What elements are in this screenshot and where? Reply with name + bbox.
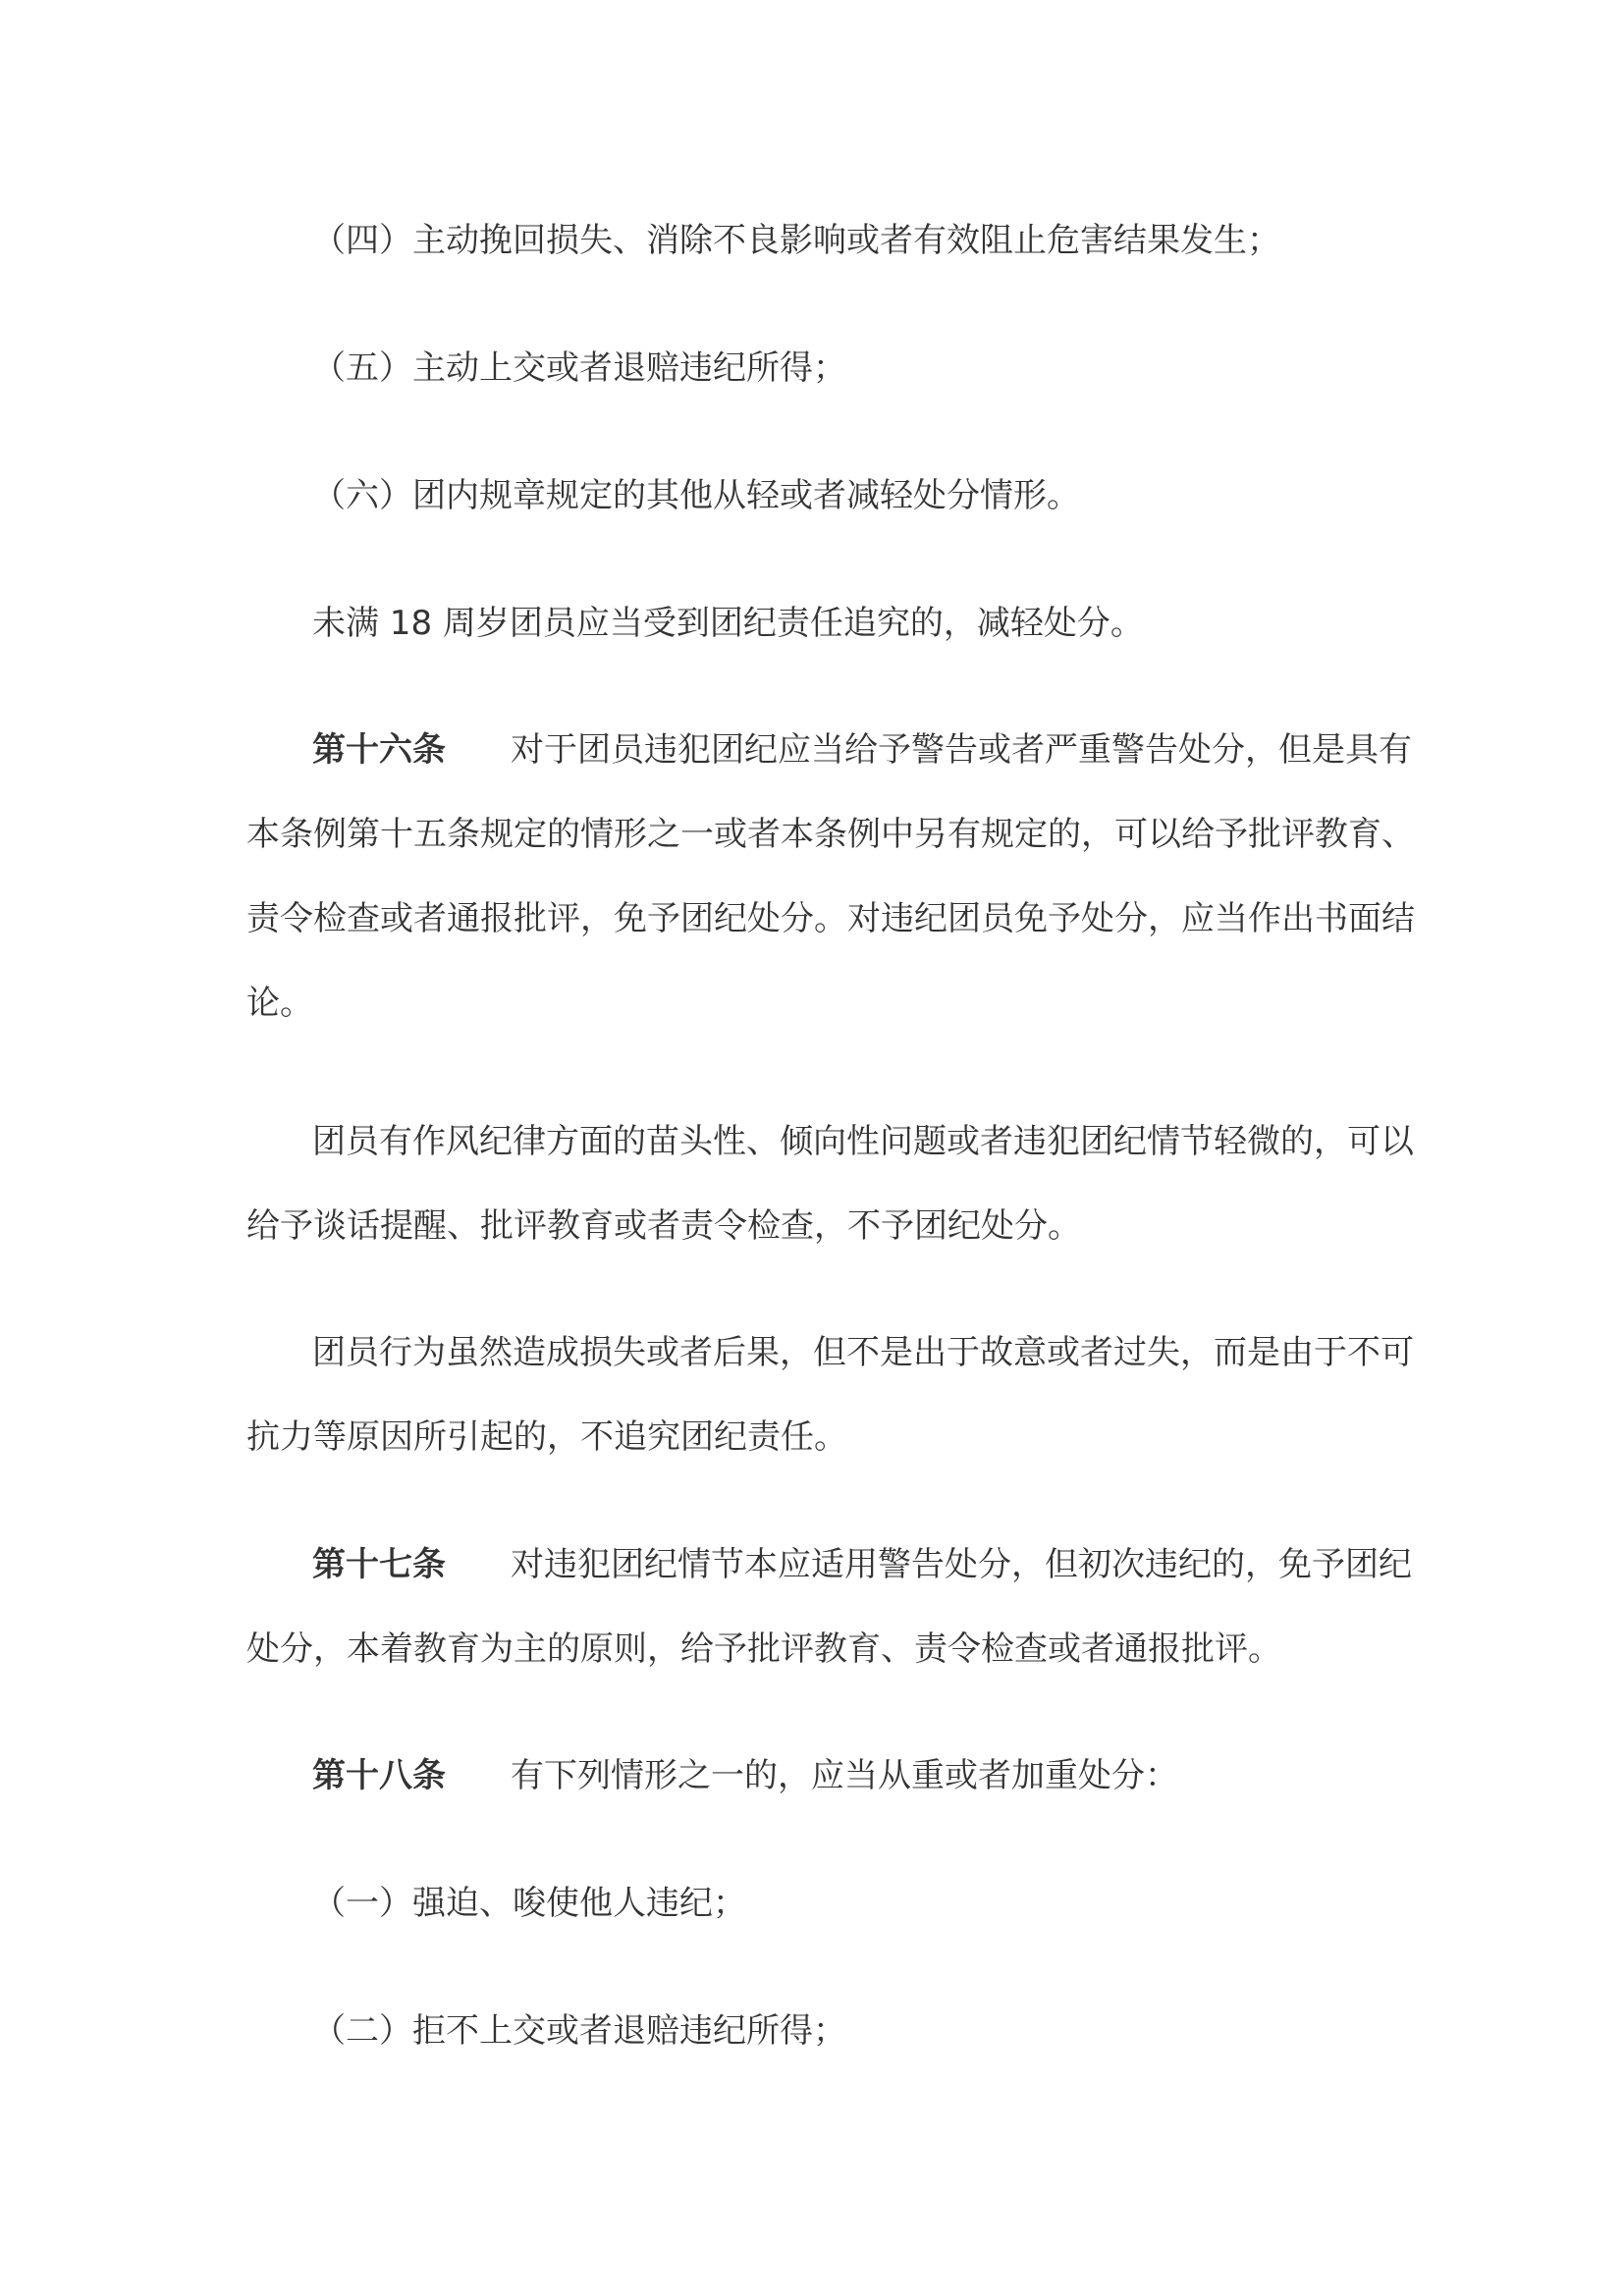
list-item: （五）主动上交或者退赔违纪所得；: [312, 348, 846, 388]
force-paragraph-line: 抗力等原因所引起的，不追究团纪责任。: [246, 1417, 847, 1457]
list-item: （二）拒不上交或者退赔违纪所得；: [312, 2011, 846, 2051]
tendency-paragraph-line: 团员有作风纪律方面的苗头性、倾向性问题或者违犯团纪情节轻微的，可以: [312, 1122, 1414, 1161]
article-17-text: 对违犯团纪情节本应适用警告处分，但初次违纪的，免予团纪: [511, 1545, 1412, 1584]
article-18-text: 有下列情形之一的，应当从重或者加重处分：: [511, 1756, 1178, 1795]
article-16-text: 对于团员违犯团纪应当给予警告或者严重警告处分，但是具有: [511, 730, 1412, 770]
list-item: （四）主动挽回损失、消除不良影响或者有效阻止危害结果发生；: [312, 221, 1280, 260]
article-16-label: 第十六条: [312, 730, 446, 770]
force-paragraph-line: 团员行为虽然造成损失或者后果，但不是出于故意或者过失，而是由于不可: [312, 1333, 1414, 1372]
article-18-label: 第十八条: [312, 1756, 446, 1795]
article-16-line: 责令检查或者通报批评，免予团纪处分。对违纪团员免予处分，应当作出书面结: [246, 899, 1415, 938]
article-16-line: [312, 726, 1461, 774]
article-17-line: [312, 1541, 1461, 1588]
article-16-line: 论。: [246, 984, 313, 1023]
article-17-line: 处分，本着教育为主的原则，给予批评教育、责令检查或者通报批评。: [246, 1629, 1281, 1669]
list-item: （一）强迫、唆使他人违纪；: [312, 1884, 746, 1923]
article-17-label: 第十七条: [312, 1545, 446, 1584]
tendency-paragraph-line: 给予谈话提醒、批评教育或者责令检查，不予团纪处分。: [246, 1206, 1081, 1246]
article-16-line: 本条例第十五条规定的情形之一或者本条例中另有规定的，可以给予批评教育、: [246, 815, 1415, 854]
minor-paragraph: 未满 18 周岁团员应当受到团纪责任追究的，减轻处分。: [312, 604, 1144, 643]
list-item: （六）团内规章规定的其他从轻或者减轻处分情形。: [312, 476, 1080, 515]
article-18-line: [312, 1752, 1461, 1799]
